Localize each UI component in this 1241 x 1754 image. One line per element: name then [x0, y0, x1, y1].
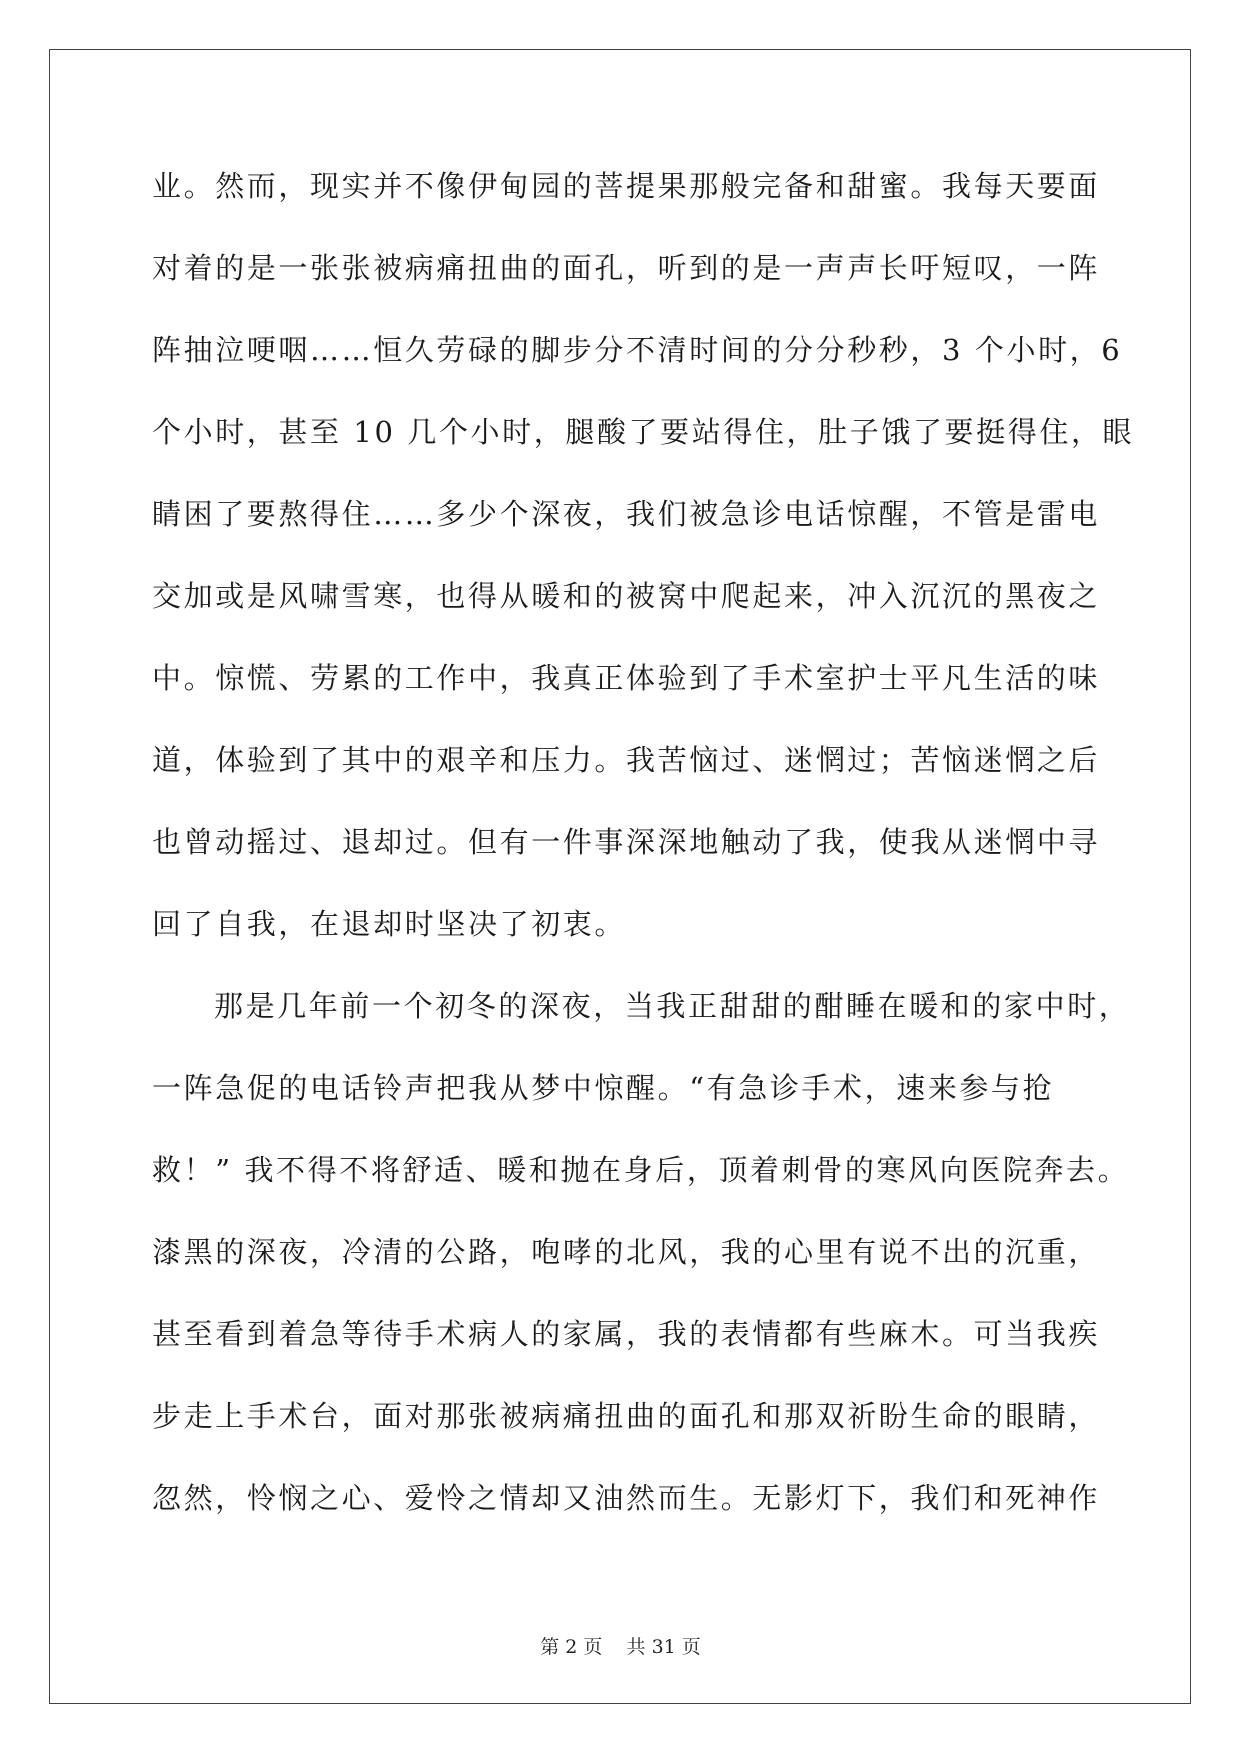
- text-line: 也曾动摇过、退却过。但有一件事深深地触动了我，使我从迷惘中寻: [152, 825, 1101, 859]
- text-line: 阵抽泣哽咽……恒久劳碌的脚步分不清时间的分分秒秒，3 个小时，6: [152, 333, 1123, 367]
- text-line: 对着的是一张张被病痛扭曲的面孔，听到的是一声声长吁短叹，一阵: [152, 251, 1101, 285]
- text-line: 一阵急促的电话铃声把我从梦中惊醒。“有急诊手术，速来参与抢: [152, 1071, 1055, 1105]
- text-line: 漆黑的深夜，冷清的公路，咆哮的北风，我的心里有说不出的沉重，: [152, 1235, 1101, 1269]
- text-line: 中。惊慌、劳累的工作中，我真正体验到了手术室护士平凡生活的味: [152, 661, 1101, 695]
- page-number-footer: 第 2 页 共 31 页: [540, 1636, 701, 1658]
- text-line: 甚至看到着急等待手术病人的家属，我的表情都有些麻木。可当我疾: [152, 1317, 1101, 1351]
- text-line: 道，体验到了其中的艰辛和压力。我苦恼过、迷惘过；苦恼迷惘之后: [152, 743, 1101, 777]
- text-line: 业。然而，现实并不像伊甸园的菩提果那般完备和甜蜜。我每天要面: [152, 169, 1101, 203]
- body-text: [152, 156, 1135, 1550]
- paragraph-start-line: 那是几年前一个初冬的深夜，当我正甜甜的酣睡在暖和的家中时，: [214, 989, 1131, 1023]
- text-line: 忽然，怜悯之心、爱怜之情却又油然而生。无影灯下，我们和死神作: [152, 1481, 1101, 1515]
- text-line: 个小时，甚至 10 几个小时，腿酸了要站得住，肚子饿了要挺得住，眼: [152, 415, 1135, 449]
- text-line: 步走上手术台，面对那张被病痛扭曲的面孔和那双祈盼生命的眼睛，: [152, 1399, 1101, 1433]
- text-line: 回了自我，在退却时坚决了初衷。: [152, 907, 627, 941]
- text-line: 睛困了要熬得住……多少个深夜，我们被急诊电话惊醒，不管是雷电: [152, 497, 1101, 531]
- text-line: 交加或是风啸雪寒，也得从暖和的被窝中爬起来，冲入沉沉的黑夜之: [152, 579, 1101, 613]
- text-line: 救！” 我不得不将舒适、暖和抛在身后，顶着刺骨的寒风向医院奔去。: [152, 1153, 1130, 1187]
